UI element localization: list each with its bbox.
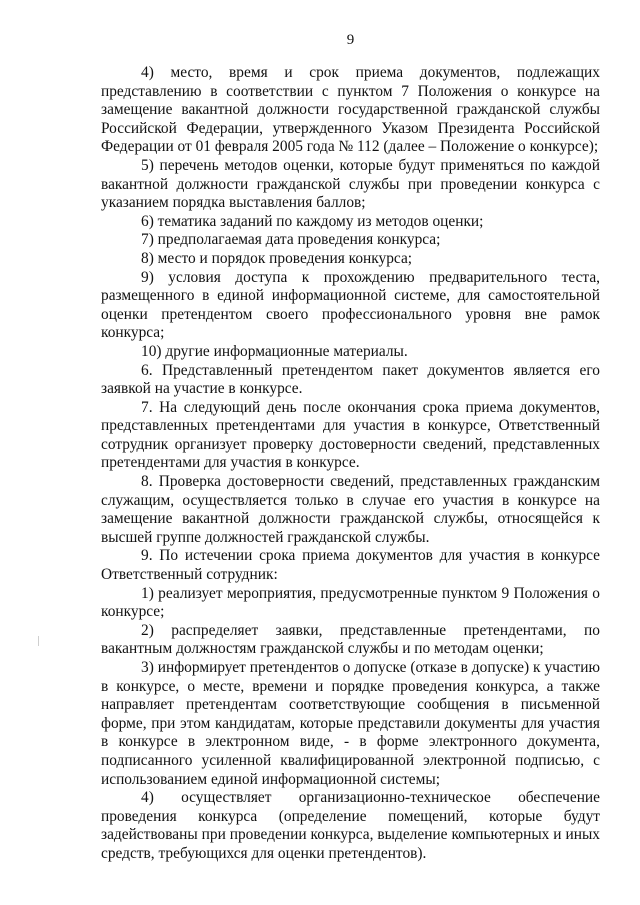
paragraph-clause-9-item-2: 2) распределяет заявки, представленные претендентами, по вакантным должностям гражданской службы и по методам оценки; (101, 621, 600, 658)
paragraph-clause-9-item-4: 4) осуществляет организационно-техническое обеспечение проведения конкурса (определение помещений, которые будут задействованы при проведении конкурса, выделение компьютерных и иных средств, требующихся для оценки претендентов). (101, 789, 600, 862)
scan-margin-mark (38, 636, 39, 646)
paragraph-item-10-other-materials: 10) другие информационные материалы. (141, 342, 408, 360)
paragraph-item-8-contest-place: 8) место и порядок проведения конкурса; (141, 249, 413, 267)
page-number: 9 (346, 32, 355, 48)
document-body (101, 64, 600, 864)
paragraph-item-4-documents-deadline: 4) место, время и срок приема документов, подлежащих представлению в соответствии с пунктом 7 Положения о конкурсе на замещение вакантной должности государственной гражданской службы Российской Федерации, утвержденного Указом Президента Российской Федерации от 01 февраля 2005 года № 112 (далее – Положение о конкурсе); (101, 64, 600, 156)
paragraph-item-9-preliminary-test: 9) условия доступа к прохождению предварительного теста, размещенного в единой информационной системе, для самостоятельной оценки претендентом своего профессионального уровня вне рамок конкурса; (101, 268, 600, 342)
paragraph-item-6-task-topics: 6) тематика заданий по каждому из методов оценки; (141, 212, 484, 230)
paragraph-item-5-assessment-methods: 5) перечень методов оценки, которые будут применяться по каждой вакантной должности гражданской службы при проведении конкурса с указанием порядка выставления баллов; (101, 156, 600, 212)
paragraph-clause-9-item-1: 1) реализует мероприятия, предусмотренные пунктом 9 Положения о конкурсе; (101, 584, 600, 621)
paragraph-item-7-contest-date: 7) предполагаемая дата проведения конкурса; (141, 231, 441, 249)
paragraph-clause-8: 8. Проверка достоверности сведений, представленных гражданским служащим, осуществляется только в случае его участия в конкурсе на замещение вакантной должности гражданской службы, относящейся к высшей группе должностей гражданской службы. (101, 473, 600, 546)
paragraph-clause-6: 6. Представленный претендентом пакет документов является его заявкой на участие в конкурсе. (101, 361, 600, 398)
paragraph-clause-9-item-3: 3) информирует претендентов о допуске (отказе в допуске) к участию в конкурсе, о месте, времени и порядке проведения конкурса, а также направляет претендентам соответствующие сообщения в письменной форме, при этом кандидатам, которые представили документы для участия в конкурсе в электронном виде, - в форме электронного документа, подписанного усиленной квалифицированной электронной подписью, с использованием единой информационной системы; (101, 659, 600, 788)
paragraph-clause-9: 9. По истечении срока приема документов для участия в конкурсе Ответственный сотрудник: (101, 547, 600, 584)
paragraph-clause-7: 7. На следующий день после окончания срока приема документов, представленных претендентами для участия в конкурсе, Ответственный сотрудник организует проверку достоверности сведений, представленных претендентами для участия в конкурсе. (101, 398, 600, 472)
